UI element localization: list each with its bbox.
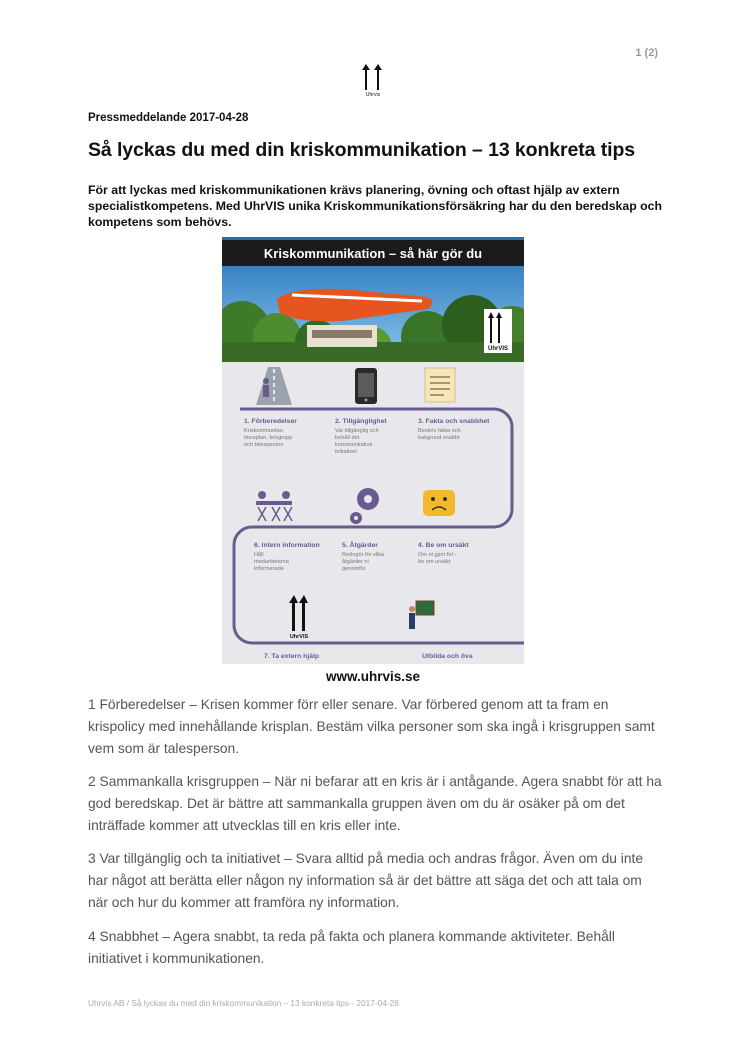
step-5-title: 5. Åtgärder: [342, 542, 378, 549]
notepad-icon: [425, 368, 455, 402]
step-6-line-1: Håll: [254, 552, 264, 558]
lead-paragraph: För att lyckas med kriskommunikationen krävs planering, övning och oftast hjälp av extern specialistkompetens. Med UhrVIS unika Kriskommunikationsförsäkring har du den beredskap och kompetens som behövs.: [88, 183, 663, 229]
step-1-line-1: Kriskommunika-: [244, 428, 285, 434]
tip-4-lead: 4 Snabbhet –: [88, 929, 171, 944]
tip-4-text: Agera snabbt, ta reda på fakta och planera kommande aktiviteter. Behåll initiativet i kommunikationen.: [88, 929, 615, 966]
tip-paragraph-2: [88, 771, 663, 837]
step-2-line-3: kommunikativa: [335, 442, 373, 448]
infographic-lower-area: [222, 362, 524, 664]
page-title: Så lyckas du med din kriskommunikation – 13 konkreta tips: [88, 139, 635, 161]
tip-2-text: När ni befarar att en kris är i antågande. Agera snabbt för att ha god beredskap. Det är bättre att sammankalla gruppen även om du är osäker på om det inträffade kommer att utvecklas till en kris eller inte.: [88, 774, 662, 833]
tip-paragraph-3: [88, 848, 663, 914]
step-1-line-2: tionsplan, krisgrupp: [244, 435, 293, 441]
step-3-title: 3. Fakta och snabbhet: [418, 418, 490, 425]
logo-small-text: Uhrvis: [365, 92, 381, 98]
photo-logo-text: UhrVIS: [487, 346, 509, 352]
step-2-line-2: behåll det: [335, 435, 360, 441]
row3-logo-text: UhrVIS: [289, 634, 309, 640]
page-footer: Uhrvis AB / Så lyckas du med din kriskommunikation – 13 konkreta tips - 2017-04-28: [88, 998, 399, 1008]
step-8-title: Utbilda och öva: [422, 653, 473, 660]
tip-paragraph-4: [88, 926, 663, 970]
step-2-line-4: initiativet: [335, 449, 357, 455]
step-4-line-2: be om ursäkt: [418, 559, 451, 565]
sad-face-icon: [423, 490, 455, 516]
uhrvis-logo-icon: [360, 60, 386, 98]
step-4-title: 4. Be om ursäkt: [418, 542, 469, 549]
infographic: [222, 237, 524, 664]
page-number: 1 (2): [635, 47, 658, 59]
step-7-title: 7. Ta extern hjälp: [264, 653, 320, 660]
step-2-title: 2. Tillgänglighet: [335, 418, 387, 425]
step-4-line-1: Om ni gjort fel -: [418, 552, 457, 558]
step-5-line-3: genomför: [342, 566, 366, 572]
tip-paragraph-1: [88, 694, 663, 760]
website-link[interactable]: www.uhrvis.se: [325, 669, 421, 684]
step-3-line-2: bakgrund snabbt: [418, 435, 460, 441]
step-5-line-2: åtgärder ni: [342, 559, 369, 565]
infographic-canvas: [222, 237, 524, 664]
tip-2-lead: 2 Sammankalla krisgruppen –: [88, 774, 271, 789]
tip-3-lead: 3 Var tillgänglig och ta initiativet –: [88, 851, 292, 866]
step-6-title: 6. Intern information: [254, 542, 320, 549]
step-6-line-3: informerade: [254, 566, 284, 572]
step-6-line-2: medarbetarna: [254, 559, 289, 565]
tip-1-text: Krisen kommer förr eller senare. Var förbered genom att ta fram en krispolicy med innehållande krisplan. Bestäm vilka personer som ska ingå i krisgruppen samt vem som är talesperson.: [88, 697, 655, 756]
step-3-line-1: Beskriv fakta och: [418, 428, 461, 434]
step-1-title: 1. Förberedelser: [244, 418, 297, 425]
tip-1-lead: 1 Förberedelser –: [88, 697, 197, 712]
step-5-line-1: Redogör för vilka: [342, 552, 385, 558]
infographic-header: Kriskommunikation – så här gör du: [263, 246, 483, 261]
phone-icon: [355, 368, 377, 404]
tip-3-text: Svara alltid på media och andras frågor. Även om du inte har något att berätta eller någon ny information så är det bättre att säga det och att tala om när och hur du kommer att framföra ny information.: [88, 851, 644, 910]
step-1-line-3: och talesperson: [244, 442, 284, 448]
step-2-line-1: Var tillgänglig och: [335, 428, 379, 434]
release-line: Pressmeddelande 2017-04-28: [88, 112, 249, 124]
